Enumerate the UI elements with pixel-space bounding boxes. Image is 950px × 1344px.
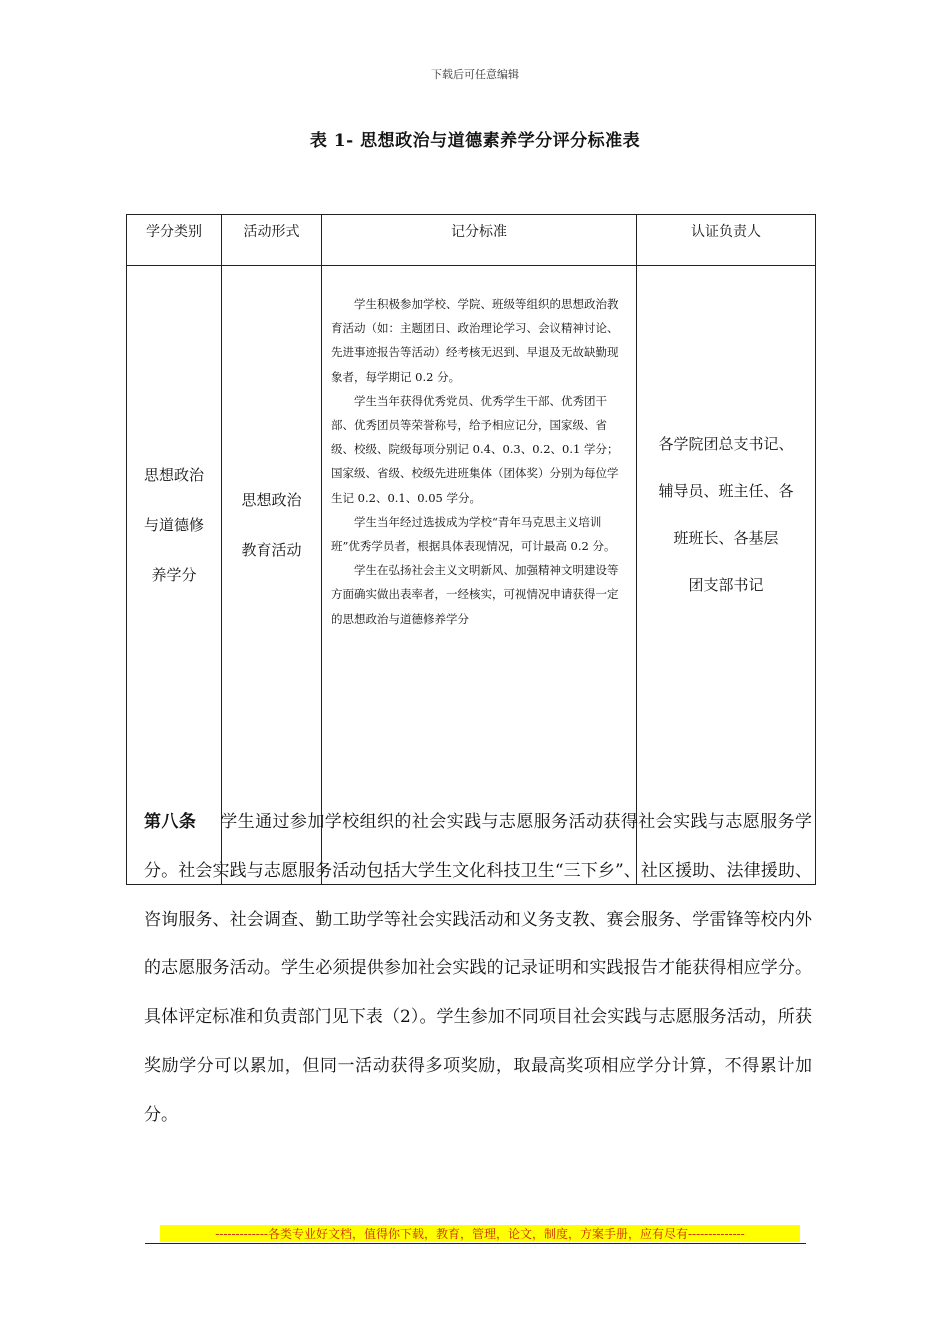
credit-category-cell xyxy=(127,266,222,885)
header-credit-category: 学分类别 xyxy=(127,215,222,266)
article-eight xyxy=(144,798,812,1140)
responsible-line: 辅导员、班主任、各 xyxy=(658,482,794,500)
article-text: 学生通过参加学校组织的社会实践与志愿服务活动获得社会实践与志愿服务学分。社会实践与志愿服务活动包括大学生文化科技卫生“三下乡”、社区援助、法律援助、咨询服务、社会调查、勤工助学等社会实践活动和义务支教、赛会服务、学雷锋等校内外的志愿服务活动。学生必须提供参加社会实践的记录证明和实践报告才能获得相应学分。具体评定标准和负责部门见下表（2）。学生参加不同项目社会实践与志愿服务活动，所获奖励学分可以累加，但同一活动获得多项奖励，取最高奖项相应学分计算，不得累计加分。 xyxy=(144,812,812,1125)
score-standard-table xyxy=(126,214,816,885)
header-responsible-person: 认证负责人 xyxy=(637,215,816,266)
footer-divider xyxy=(145,1243,806,1244)
activity-line: 思想政治 xyxy=(241,491,302,509)
criteria-paragraph: 学生在弘扬社会主义文明新风、加强精神文明建设等方面确实做出表率者，一经核实，可视情况申请获得一定的思想政治与道德修养学分 xyxy=(331,563,619,626)
header-activity-form: 活动形式 xyxy=(222,215,322,266)
category-line: 思想政治 xyxy=(143,466,204,484)
header-note: 下载后可任意编辑 xyxy=(431,68,519,81)
category-line: 与道德修 xyxy=(143,516,204,534)
category-line: 养学分 xyxy=(151,566,197,584)
responsible-person-cell xyxy=(637,266,816,885)
responsible-line: 各学院团总支书记、 xyxy=(658,435,794,453)
table-row xyxy=(127,266,816,885)
responsible-line: 班班长、各基层 xyxy=(673,529,779,547)
responsible-line: 团支部书记 xyxy=(688,576,764,594)
table-header-row xyxy=(127,215,816,266)
page-title: 表 1- 思想政治与道德素养学分评分标准表 xyxy=(309,131,641,151)
criteria-paragraph: 学生当年获得优秀党员、优秀学生干部、优秀团干部、优秀团员等荣誉称号，给予相应记分，国家级、省级、校级、院级每项分别记 0.4、0.3、0.2、0.1 学分；国家级、省级、校级先进班集体（团体奖）分别为每位学生记 0.2、0.1、0.05 学分。 xyxy=(331,393,619,505)
article-label: 第八条 xyxy=(144,812,197,832)
criteria-paragraph: 学生积极参加学校、学院、班级等组织的思想政治教育活动（如：主题团日、政治理论学习、会议精神讨论、先进事迹报告等活动）经考核无迟到、早退及无故缺勤现象者，每学期记 0.2 分。 xyxy=(331,297,619,384)
activity-line: 教育活动 xyxy=(241,541,302,559)
scoring-criteria-cell xyxy=(322,266,637,885)
criteria-paragraph: 学生当年经过选拔成为学校“青年马克思主义培训班”优秀学员者，根据具体表现情况，可计最高 0.2 分。 xyxy=(331,514,616,554)
footer-banner: -------------各类专业好文档，值得你下载，教育，管理，论文，制度，方案手册，应有尽有-------------- xyxy=(160,1225,800,1242)
header-scoring-standard: 记分标准 xyxy=(322,215,637,266)
activity-form-cell xyxy=(222,266,322,885)
